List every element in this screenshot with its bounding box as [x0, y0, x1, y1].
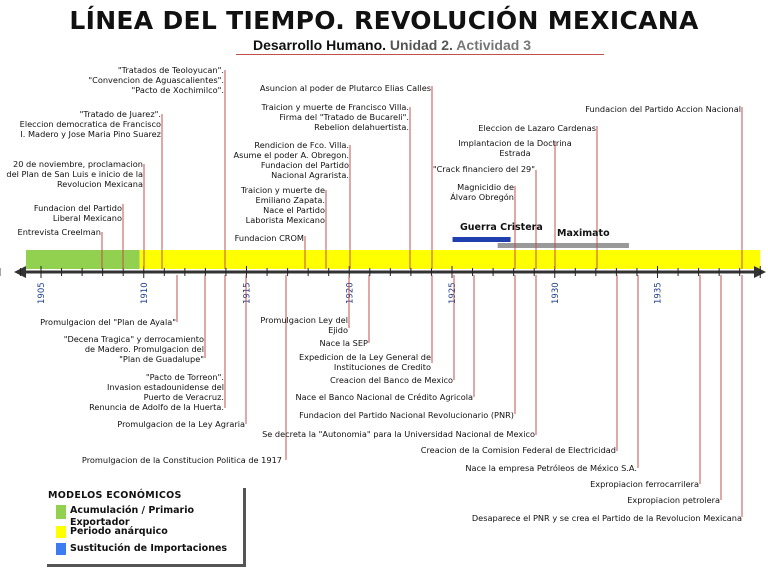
- event-label-below: Creacion del Banco de Mexico: [329, 375, 453, 385]
- event-label-below: Promulgacion del "Plan de Ayala": [40, 317, 176, 327]
- subtitle-course: Desarrollo Humano.: [252, 37, 387, 53]
- event-label-below: Expropiacion ferrocarrilera: [590, 479, 699, 489]
- event-label-below: Creacion de la Comision Federal de Electricidad: [420, 445, 616, 455]
- event-label-above: Entrevista Creelman: [17, 227, 101, 237]
- event-label-below: Promulgacion de la Ley Agraria: [117, 419, 245, 429]
- legend-swatch-anarchic: [56, 526, 66, 538]
- page-title: LÍNEA DEL TIEMPO. REVOLUCIÓN MEXICANA: [69, 6, 699, 35]
- event-label-above: Fundacion del Partido Liberal Mexicano: [33, 203, 122, 223]
- event-label-above: Traicion y muerte de Francisco Villa. Firma del "Tratado de Bucareli". Rebelion delahuertista.: [261, 102, 409, 132]
- legend-swatch-substitution: [56, 543, 66, 555]
- event-label-above: Eleccion de Lazaro Cardenas: [478, 123, 596, 133]
- tick-label: 1905: [37, 282, 47, 304]
- guerra-cristera-bar: [453, 237, 511, 242]
- event-label-above: Rendicion de Fco. Villa. Asume el poder A. Obregon. Fundacion del Partido Nacional Agrarista.: [233, 140, 349, 180]
- legend: [47, 488, 246, 567]
- legend-item-accumulation: Acumulación / Primario Exportador: [70, 505, 195, 528]
- guerra-cristera-label: Guerra Cristera: [460, 222, 543, 233]
- legend-swatch-accumulation: [56, 505, 66, 519]
- legend-item-anarchic: Periodo anárquico: [70, 526, 168, 537]
- tick-label: 1920: [345, 282, 356, 304]
- event-label-below: Expropiacion petrolera: [627, 495, 720, 505]
- event-label-below: Promulgacion Ley del Ejido: [260, 315, 348, 335]
- event-label-above: "Crack financiero del 29": [432, 164, 535, 174]
- tick-label: 1935: [653, 282, 664, 304]
- event-label-below: Fundacion del Partido Nacional Revolucionario (PNR): [299, 410, 514, 420]
- event-label-above: Implantacion de la Doctrina Estrada: [458, 138, 572, 158]
- tick-label: 1925: [448, 282, 458, 304]
- tick-label: 1930: [550, 282, 561, 304]
- legend-item-substitution: Sustitución de Importaciones: [70, 543, 228, 554]
- event-label-below: Promulgacion de la Constitucion Politica de 1917: [81, 455, 282, 465]
- event-label-above: Fundacion del Partido Accion Nacional: [585, 104, 741, 114]
- tick-label: 1915: [242, 282, 253, 304]
- event-label-above: "Tratados de Teoloyucan". "Convencion de Aguascalientes". "Pacto de Xochimilco".: [88, 65, 224, 95]
- event-label-below: Nace la SEP: [319, 338, 368, 348]
- event-label-above: Fundacion CROM: [234, 233, 304, 243]
- event-label-above: Magnicidio de Álvaro Obregón: [450, 182, 514, 202]
- legend-title: MODELOS ECONÓMICOS: [48, 490, 182, 501]
- event-label-below: Se decreta la "Autonomia" para la Universidad Nacional de Mexico: [262, 429, 535, 439]
- event-label-above: Asuncion al poder de Plutarco Elias Calles: [259, 83, 431, 93]
- event-label-above: Traicion y muerte de Emiliano Zapata. Nace el Partido Laborista Mexicano: [240, 185, 325, 225]
- subtitle-activity: Actividad 3: [456, 37, 531, 53]
- event-label-below: Nace el Banco Nacional de Crédito Agricola: [295, 392, 473, 402]
- maximato-bar: [498, 243, 629, 248]
- subtitle-unit: Unidad 2.: [389, 37, 453, 53]
- event-label-below: Desaparece el PNR y se crea el Partido de la Revolucion Mexicana: [471, 513, 742, 523]
- event-label-below: "Pacto de Torreon". Invasion estadounidense del Puerto de Veracruz. Renuncia de Adolfo de la Huerta.: [89, 372, 224, 412]
- event-label-above: "Tratado de Juarez". Eleccion democratica de Francisco I. Madero y Jose Maria Pino Suarez: [19, 109, 161, 139]
- maximato-label: Maximato: [557, 228, 610, 239]
- event-label-below: Nace la empresa Petróleos de México S.A.: [465, 463, 637, 473]
- event-label-below: Expedicion de la Ley General de Instituciones de Credito: [298, 352, 431, 372]
- event-label-above: 20 de noviembre, proclamacion del Plan de San Luis e inicio de la Revolucion Mexicana: [6, 159, 143, 189]
- era-band-yellow: [140, 250, 761, 269]
- tick-label: 1910: [139, 282, 150, 304]
- event-label-below: "Decena Tragica" y derrocamiento de Madero. Promulgacion del "Plan de Guadalupe": [63, 334, 204, 364]
